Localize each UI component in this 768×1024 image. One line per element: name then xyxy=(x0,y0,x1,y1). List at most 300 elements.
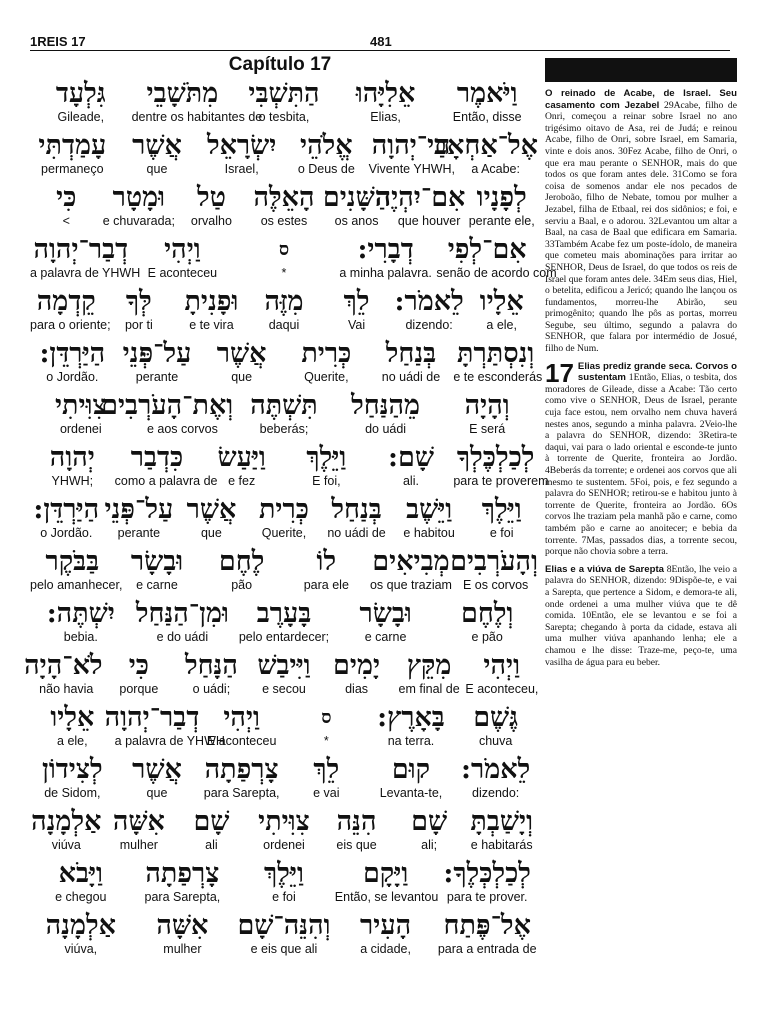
portuguese-gloss: no uádi de xyxy=(327,526,386,540)
interlinear-word xyxy=(284,546,369,592)
interlinear-word xyxy=(320,806,393,852)
interlinear-word xyxy=(132,598,234,644)
interlinear-word xyxy=(175,650,248,696)
hebrew-word: אִשָּׁה xyxy=(156,910,209,941)
hebrew-word: צִוִּיתִי xyxy=(54,390,107,421)
interlinear-word xyxy=(30,234,141,280)
portuguese-gloss: e pão xyxy=(471,630,503,644)
interlinear-word xyxy=(30,494,103,540)
portuguese-gloss: não havia xyxy=(39,682,94,696)
hebrew-word: וַיֵּלֶךְ xyxy=(481,494,522,525)
interlinear-word xyxy=(115,338,200,384)
hebrew-word: גִּלְעָד xyxy=(55,78,106,109)
portuguese-gloss: Então, disse xyxy=(452,110,522,124)
hebrew-word: מִתֹּשָׁבֵי xyxy=(146,78,219,109)
interlinear-word xyxy=(375,182,466,228)
portuguese-gloss: mulher xyxy=(119,838,158,852)
hebrew-word: לְצִידוֹן xyxy=(42,754,103,785)
interlinear-word xyxy=(103,650,176,696)
interlinear-word xyxy=(115,546,200,592)
interlinear-word xyxy=(284,338,369,384)
hebrew-word: אֲשֶׁר xyxy=(132,130,182,161)
portuguese-gloss: e habitou xyxy=(403,526,455,540)
portuguese-gloss: como a palavra de xyxy=(114,474,218,488)
portuguese-gloss: ali xyxy=(205,838,218,852)
portuguese-gloss: o tesbita, xyxy=(258,110,310,124)
hebrew-word: אַלְמָנָה xyxy=(45,910,116,941)
interlinear-line xyxy=(30,130,538,182)
interlinear-word xyxy=(393,650,466,696)
portuguese-gloss: Levanta-te, xyxy=(379,786,443,800)
hebrew-word: לוֹ xyxy=(316,546,337,577)
portuguese-gloss: Querite, xyxy=(304,370,349,384)
hebrew-word: צָרְפַתָה xyxy=(145,858,220,889)
hebrew-word: וַיָּקָם xyxy=(362,858,409,889)
hebrew-word: וְיָשַׁבְתָּ xyxy=(470,806,533,837)
hebrew-word: יָמִים xyxy=(333,650,381,681)
portuguese-gloss: o uádi; xyxy=(192,682,231,696)
interlinear-line xyxy=(30,286,538,338)
hebrew-word: וַיִּיבַשׁ xyxy=(257,650,311,681)
hebrew-word: וְהִנֵּה־שָׁם xyxy=(237,910,331,941)
portuguese-gloss: para Sarepta, xyxy=(144,890,221,904)
interlinear-word xyxy=(284,702,369,748)
portuguese-gloss: orvalho xyxy=(190,214,232,228)
portuguese-gloss: e aos corvos xyxy=(146,422,218,436)
interlinear-word xyxy=(465,650,538,696)
hebrew-word: חַי־יְהוָה xyxy=(371,130,451,161)
portuguese-gloss: e do uádi xyxy=(156,630,209,644)
chapter-drop-number: 17 xyxy=(545,357,574,388)
hebrew-word: וּמִן־הַנַּחַל xyxy=(135,598,229,629)
hebrew-word: שָׁם xyxy=(411,806,448,837)
interlinear-word xyxy=(103,494,176,540)
portuguese-gloss: para o oriente; xyxy=(30,318,111,332)
interlinear-line xyxy=(30,546,538,598)
interlinear-line xyxy=(24,650,539,702)
portuguese-gloss: e fez xyxy=(228,474,256,488)
interlinear-word xyxy=(233,390,335,436)
interlinear-word xyxy=(131,78,263,124)
hebrew-word: צִוִּיתִי xyxy=(258,806,310,837)
hebrew-word: וַיְהִי xyxy=(483,650,520,681)
hebrew-word: כְּרִית xyxy=(301,338,352,369)
hebrew-word: אֶל־פֶּתַח xyxy=(443,910,531,941)
interlinear-word xyxy=(335,78,437,124)
interlinear-word xyxy=(335,234,437,280)
hebrew-word: בַּבֹּקֶר xyxy=(45,546,100,577)
hebrew-word: הַתִּשְׁבִּי xyxy=(248,78,320,109)
hebrew-word: לֵאמֹר: xyxy=(461,754,531,785)
interlinear-word xyxy=(369,702,454,748)
interlinear-word xyxy=(465,286,538,332)
interlinear-text xyxy=(24,78,557,962)
portuguese-gloss: e carne xyxy=(136,578,178,592)
interlinear-word xyxy=(175,494,248,540)
portuguese-gloss: dizendo: xyxy=(472,786,520,800)
hebrew-word: אֵלִיָּהוּ xyxy=(355,78,416,109)
interlinear-word xyxy=(30,806,103,852)
hebrew-word: וּבָשָׂר xyxy=(130,546,184,577)
portuguese-gloss: * xyxy=(281,266,287,280)
hebrew-word: וַיַּעַשׂ xyxy=(217,442,266,473)
page-number: 481 xyxy=(370,34,392,49)
interlinear-word xyxy=(132,910,234,956)
portuguese-gloss: que xyxy=(146,162,168,176)
portuguese-gloss: Vai xyxy=(347,318,366,332)
hebrew-word: וְהָעֹרְבִים xyxy=(450,546,538,577)
portuguese-gloss: porque xyxy=(119,682,159,696)
portuguese-gloss: o Jordão. xyxy=(40,526,93,540)
portuguese-gloss: perante xyxy=(135,370,179,384)
portuguese-gloss: E os corvos xyxy=(463,578,529,592)
portuguese-gloss: E aconteceu xyxy=(206,734,277,748)
portuguese-gloss: eis que xyxy=(336,838,377,852)
portuguese-gloss: E aconteceu xyxy=(147,266,218,280)
hebrew-word: וְנִסְתַּרְתָּ xyxy=(457,338,535,369)
section-title-sarepta: Elias e a viúva de Sarepta xyxy=(545,563,664,575)
portuguese-gloss: a palavra de YHWH xyxy=(30,266,141,280)
portuguese-gloss: dizendo: xyxy=(405,318,453,332)
chapter-title: Capítulo 17 xyxy=(228,54,332,75)
hebrew-word: אֲשֶׁר xyxy=(132,754,182,785)
portuguese-gloss: E foi, xyxy=(312,474,341,488)
paragraph-sarepta xyxy=(545,564,737,668)
interlinear-line xyxy=(30,234,557,286)
translation-column xyxy=(545,58,737,674)
hebrew-word: קֵדְמָה xyxy=(36,286,96,317)
hebrew-word: דְבַר־יְהוָה xyxy=(104,702,200,733)
interlinear-word xyxy=(132,234,234,280)
interlinear-word xyxy=(248,650,321,696)
interlinear-word xyxy=(30,286,111,332)
interlinear-line xyxy=(30,702,538,754)
interlinear-line xyxy=(30,182,538,234)
hebrew-word: לֶחֶם xyxy=(218,546,265,577)
hebrew-word: מְבִיאִים xyxy=(372,546,450,577)
portuguese-gloss: e chegou xyxy=(55,890,107,904)
hebrew-word: טַל xyxy=(196,182,226,213)
hebrew-word: ס xyxy=(278,239,290,260)
portuguese-gloss: Então, se levantou xyxy=(334,890,439,904)
portuguese-gloss: que xyxy=(231,370,253,384)
interlinear-word xyxy=(369,442,454,488)
interlinear-word xyxy=(335,910,437,956)
hebrew-word: וַיֵּשֶׁב xyxy=(406,494,453,525)
interlinear-word xyxy=(233,234,335,280)
portuguese-gloss: Israel, xyxy=(224,162,259,176)
interlinear-word xyxy=(30,546,123,592)
portuguese-gloss: a cidade, xyxy=(360,942,411,956)
interlinear-word xyxy=(369,754,454,800)
portuguese-gloss: mulher xyxy=(163,942,202,956)
interlinear-word xyxy=(393,494,466,540)
hebrew-word: וּבָשָׂר xyxy=(359,598,412,629)
portuguese-gloss: dias xyxy=(345,682,369,696)
portuguese-gloss: a ele, xyxy=(486,318,517,332)
portuguese-gloss: e te esconderás xyxy=(453,370,543,384)
hebrew-word: לֵךְ xyxy=(343,286,370,317)
hebrew-word: הִנֵּה xyxy=(336,806,377,837)
interlinear-word xyxy=(30,702,115,748)
hebrew-word: וּפָנִיתָ xyxy=(184,286,239,317)
hebrew-word: לְכַלְכְּלֶךָ: xyxy=(443,858,531,889)
hebrew-word: עָמַדְתִּי xyxy=(38,130,107,161)
interlinear-word xyxy=(233,910,335,956)
hebrew-word: אֶל־אַחְאָב xyxy=(434,130,538,161)
hebrew-word: אֱלֹהֵי xyxy=(300,130,353,161)
interlinear-word xyxy=(30,910,132,956)
interlinear-word xyxy=(30,338,115,384)
interlinear-line xyxy=(30,598,538,650)
hebrew-word: עַל־פְּנֵי xyxy=(104,494,174,525)
running-head-book: 1REIS 17 xyxy=(30,34,86,49)
interlinear-word xyxy=(436,78,538,124)
portuguese-gloss: Vivente YHWH, xyxy=(368,162,456,176)
hebrew-word: גֶּשֶׁם xyxy=(473,702,519,733)
interlinear-word xyxy=(24,650,103,696)
section-text-sarepta: 8Então, lhe veio a palavra do SENHOR, dizendo: 9Dispõe-te, e vai a Sarepta, que pertence a Sidom, e demora-te ali, onde ordenei a uma mulher viúva que te dê comida. 10Então, ele se levantou e se foi a Sarepta; chegando à porta da cidade, estava ali uma mulher viúva apanhando lenha; ele a chamou e lhe disse: Traze-me, peço-te, uma vasilha de água para eu beber. xyxy=(545,563,737,668)
hebrew-word: כִּי xyxy=(128,650,149,681)
portuguese-gloss: na terra. xyxy=(387,734,435,748)
hebrew-word: וַיֵּלֶךְ xyxy=(264,858,304,889)
portuguese-gloss: e foi xyxy=(489,526,514,540)
hebrew-word: אֲשֶׁר xyxy=(186,494,237,525)
interlinear-word xyxy=(434,130,538,176)
portuguese-gloss: que houver xyxy=(397,214,461,228)
portuguese-gloss: chuva xyxy=(478,734,513,748)
interlinear-word xyxy=(284,442,369,488)
interlinear-word xyxy=(175,286,248,332)
section-text-seca: 1Então, Elias, o tesbita, dos moradores de Gileade, disse a Acabe: Tão certo como vive o SENHOR, Deus de Israel, perante cuja face estou, nem orvalho nem chuva haverá nestes anos, segundo a minha palavra. 2Veio-lhe a palavra do SENHOR, dizendo: 3Retira-te daqui, vai para o lado oriental e esconde-te junto à torrente de Querite, fronteira ao Jordão. 4Beberás da torrente; e ordenei aos corvos que ali mesmo te sustentem. 5Foi, pois, e fez segundo a palavra do SENHOR; retirou-se e habitou junto à torrente de Querite, fronteira ao Jordão. 6Os corvos lhe traziam pela manhã pão e carne, como também pão e carne ao anoitecer; e bebia da torrente. 7Mas, passados dias, a torrente secou, porque não chovia sobre a terra. xyxy=(545,372,737,558)
portuguese-gloss: e chuvarada; xyxy=(102,214,175,228)
hebrew-word: תִּשְׁתֶּה xyxy=(250,390,318,421)
interlinear-word xyxy=(453,754,538,800)
hebrew-word: כִּי xyxy=(56,182,77,213)
portuguese-gloss: para Sarepta, xyxy=(203,786,280,800)
hebrew-word: וַיְהִי xyxy=(223,702,260,733)
portuguese-gloss: para ele xyxy=(303,578,349,592)
interlinear-word xyxy=(248,286,321,332)
interlinear-word xyxy=(30,442,115,488)
interlinear-word xyxy=(393,806,466,852)
portuguese-gloss: em final de xyxy=(398,682,460,696)
portuguese-gloss: viúva, xyxy=(64,942,98,956)
portuguese-gloss: pelo amanhecer, xyxy=(30,578,123,592)
interlinear-word xyxy=(114,442,218,488)
portuguese-gloss: e eis que ali xyxy=(250,942,318,956)
portuguese-gloss: pelo entardecer; xyxy=(238,630,330,644)
interlinear-line xyxy=(30,494,538,546)
hebrew-word: בְּנַחַל xyxy=(385,338,437,369)
interlinear-word xyxy=(103,806,176,852)
portuguese-gloss: permaneço xyxy=(41,162,104,176)
hebrew-word: עַל־פְּנֵי xyxy=(122,338,192,369)
hebrew-word: אֵלָיו xyxy=(50,702,95,733)
portuguese-gloss: a ele, xyxy=(57,734,88,748)
page-header xyxy=(30,34,730,50)
portuguese-gloss: dentre os habitantes de xyxy=(131,110,263,124)
portuguese-gloss: os estes xyxy=(260,214,308,228)
interlinear-word xyxy=(199,754,284,800)
interlinear-word xyxy=(104,702,225,748)
interlinear-line xyxy=(30,78,538,130)
interlinear-word xyxy=(450,546,538,592)
portuguese-gloss: para a entrada de xyxy=(437,942,537,956)
portuguese-gloss: viúva xyxy=(51,838,81,852)
interlinear-word xyxy=(320,286,393,332)
interlinear-word xyxy=(30,182,103,228)
interlinear-word xyxy=(335,390,437,436)
section-title-acabe: O reinado de Acabe, de Israel. Seu casamento com Jezabel xyxy=(545,88,737,111)
interlinear-word xyxy=(453,702,538,748)
hebrew-word: וַיֹּאמֶר xyxy=(456,78,518,109)
hebrew-word: כְּרִית xyxy=(258,494,309,525)
interlinear-word xyxy=(199,702,284,748)
interlinear-word xyxy=(248,182,321,228)
hebrew-word: יְהוָה xyxy=(49,442,95,473)
hebrew-word: אִם־לְפִי xyxy=(447,234,527,265)
interlinear-word xyxy=(248,806,321,852)
interlinear-word xyxy=(101,390,234,436)
hebrew-word: בָּאָרֶץ: xyxy=(377,702,445,733)
portuguese-gloss: bebia. xyxy=(63,630,98,644)
portuguese-gloss: ali. xyxy=(402,474,419,488)
interlinear-word xyxy=(233,858,335,904)
hebrew-word: וְלֶחֶם xyxy=(461,598,514,629)
hebrew-word: אִם־יִהְיֶה xyxy=(375,182,466,213)
portuguese-gloss: e foi xyxy=(272,890,296,904)
hebrew-word: אַלְמָנָה xyxy=(31,806,102,837)
interlinear-word xyxy=(369,338,454,384)
interlinear-word xyxy=(199,546,284,592)
hebrew-word: יִשְׂרָאֵל xyxy=(206,130,277,161)
interlinear-word xyxy=(199,442,284,488)
portuguese-gloss: E aconteceu, xyxy=(465,682,539,696)
interlinear-line xyxy=(30,910,538,962)
interlinear-line xyxy=(30,338,543,390)
hebrew-word: וַיָּבֹא xyxy=(58,858,103,889)
portuguese-gloss: a minha palavra. xyxy=(339,266,432,280)
interlinear-word xyxy=(369,546,454,592)
interlinear-word xyxy=(103,182,176,228)
portuguese-gloss: os que traziam xyxy=(369,578,452,592)
hebrew-word: לְּךָ xyxy=(125,286,152,317)
interlinear-word xyxy=(436,234,557,280)
hebrew-word: שָׁם: xyxy=(388,442,434,473)
section-text-acabe: 29Acabe, filho de Onri, começou a reinar sobre Israel no ano trigésimo oitavo de Asa, rei de Judá; e reinou Acabe, filho de Onri, sobre Israel, em Samaria, vinte e dois anos. 30Fez Acabe, filho de Onri, o que era mau perante o SENHOR, mais do que todos os que foram antes dele. 31Como se fora coisa de somenos andar ele nos pecados de Jeroboão, filho de Nebate, tomou por mulher a Jezabel, filha de Etbaal, rei dos sidônios; e foi, e serviu a Baal, e o adorou. 32Levantou um altar a Baal, na casa de Baal que edificara em Samaria. 33Também Acabe fez um poste-ídolo, de maneira que cometeu mais abominações para irritar ao SENHOR, Deus de Israel, do que todos os reis de Israel que foram antes dele. 34Em seus dias, Hiel, o betelita, edificou a Jericó; quando lhe lançou os fundamentos, morreu-lhe Abirão, seu primogênito; quando lhe pôs as portas, morreu Segube, seu último, segundo a palavra do SENHOR, que falara por intermédio de Josué, filho de Num. xyxy=(545,99,737,355)
hebrew-word: קוּם xyxy=(391,754,431,785)
hebrew-word: וַיֵּלֶךְ xyxy=(306,442,347,473)
hebrew-word: לֵאמֹר: xyxy=(394,286,464,317)
hebrew-word: הַנָּחַל xyxy=(184,650,238,681)
interlinear-word xyxy=(335,598,437,644)
portuguese-gloss: E será xyxy=(469,422,506,436)
portuguese-gloss: e vai xyxy=(313,786,340,800)
hebrew-word: יִשְׁתֶּה: xyxy=(46,598,115,629)
hebrew-word: הַיַּרְדֵּן: xyxy=(39,338,106,369)
portuguese-gloss: ordenei xyxy=(263,838,305,852)
portuguese-gloss: daqui xyxy=(268,318,300,332)
portuguese-gloss: por ti xyxy=(124,318,153,332)
interlinear-word xyxy=(132,858,234,904)
interlinear-word xyxy=(30,754,115,800)
paragraph-acabe xyxy=(545,88,737,355)
portuguese-gloss: senão de acordo com xyxy=(436,266,557,280)
interlinear-word xyxy=(453,442,549,488)
hebrew-word: וּמָטָר xyxy=(112,182,166,213)
interlinear-line xyxy=(30,390,538,442)
hebrew-word: לֵךְ xyxy=(313,754,340,785)
hebrew-word: דְבָרִי: xyxy=(357,234,414,265)
hebrew-word: לְכַלְכֶּלְךָ xyxy=(456,442,535,473)
interlinear-word xyxy=(175,182,248,228)
hebrew-word: בָּעָרֶב xyxy=(256,598,312,629)
interlinear-word xyxy=(284,130,369,176)
interlinear-line xyxy=(30,858,538,910)
interlinear-word xyxy=(233,598,335,644)
hebrew-word: אֵלָיו xyxy=(479,286,524,317)
hebrew-word: אִשָּׁה xyxy=(112,806,165,837)
hebrew-word: שָׁם xyxy=(193,806,230,837)
portuguese-gloss: para te prover. xyxy=(446,890,528,904)
interlinear-word xyxy=(453,338,543,384)
portuguese-gloss: < xyxy=(62,214,70,228)
portuguese-gloss: no uádi de xyxy=(381,370,441,384)
hebrew-word: הָעִיר xyxy=(360,910,412,941)
hebrew-word: וְאֶת־הָעֹרְבִים xyxy=(101,390,234,421)
interlinear-word xyxy=(115,754,200,800)
interlinear-word xyxy=(465,182,538,228)
black-header-band xyxy=(545,58,737,82)
portuguese-gloss: e te vira xyxy=(189,318,234,332)
portuguese-gloss: perante ele, xyxy=(468,214,535,228)
hebrew-word: הַשָּׁנִים xyxy=(322,182,391,213)
interlinear-line xyxy=(30,442,549,494)
interlinear-word xyxy=(465,494,538,540)
portuguese-gloss: a palavra de YHWH xyxy=(114,734,225,748)
interlinear-line xyxy=(30,754,538,806)
hebrew-word: בְּנַחַל xyxy=(331,494,382,525)
portuguese-gloss: e habitarás xyxy=(470,838,533,852)
interlinear-word xyxy=(248,494,321,540)
hebrew-word: כִּדְבַר xyxy=(130,442,184,473)
interlinear-word xyxy=(320,494,393,540)
interlinear-word xyxy=(465,806,538,852)
interlinear-word xyxy=(335,858,437,904)
portuguese-gloss: beberás; xyxy=(259,422,309,436)
portuguese-gloss: pão xyxy=(231,578,253,592)
portuguese-gloss: Elias, xyxy=(370,110,401,124)
portuguese-gloss: a Acabe: xyxy=(471,162,520,176)
portuguese-gloss: os anos xyxy=(334,214,379,228)
hebrew-word: צָרְפַתָה xyxy=(204,754,279,785)
portuguese-gloss: que xyxy=(200,526,222,540)
interlinear-line xyxy=(30,806,538,858)
interlinear-word xyxy=(233,78,335,124)
interlinear-word xyxy=(320,650,393,696)
portuguese-gloss: para te proverem xyxy=(453,474,549,488)
portuguese-gloss: e carne xyxy=(364,630,407,644)
portuguese-gloss: de Sidom, xyxy=(44,786,101,800)
interlinear-word xyxy=(199,130,284,176)
interlinear-word xyxy=(436,390,538,436)
interlinear-word xyxy=(30,78,132,124)
portuguese-gloss: ordenei xyxy=(59,422,102,436)
hebrew-word: דְבַר־יְהוָה xyxy=(33,234,129,265)
hebrew-word: מִזֶּה xyxy=(264,286,304,317)
portuguese-gloss: perante xyxy=(117,526,161,540)
